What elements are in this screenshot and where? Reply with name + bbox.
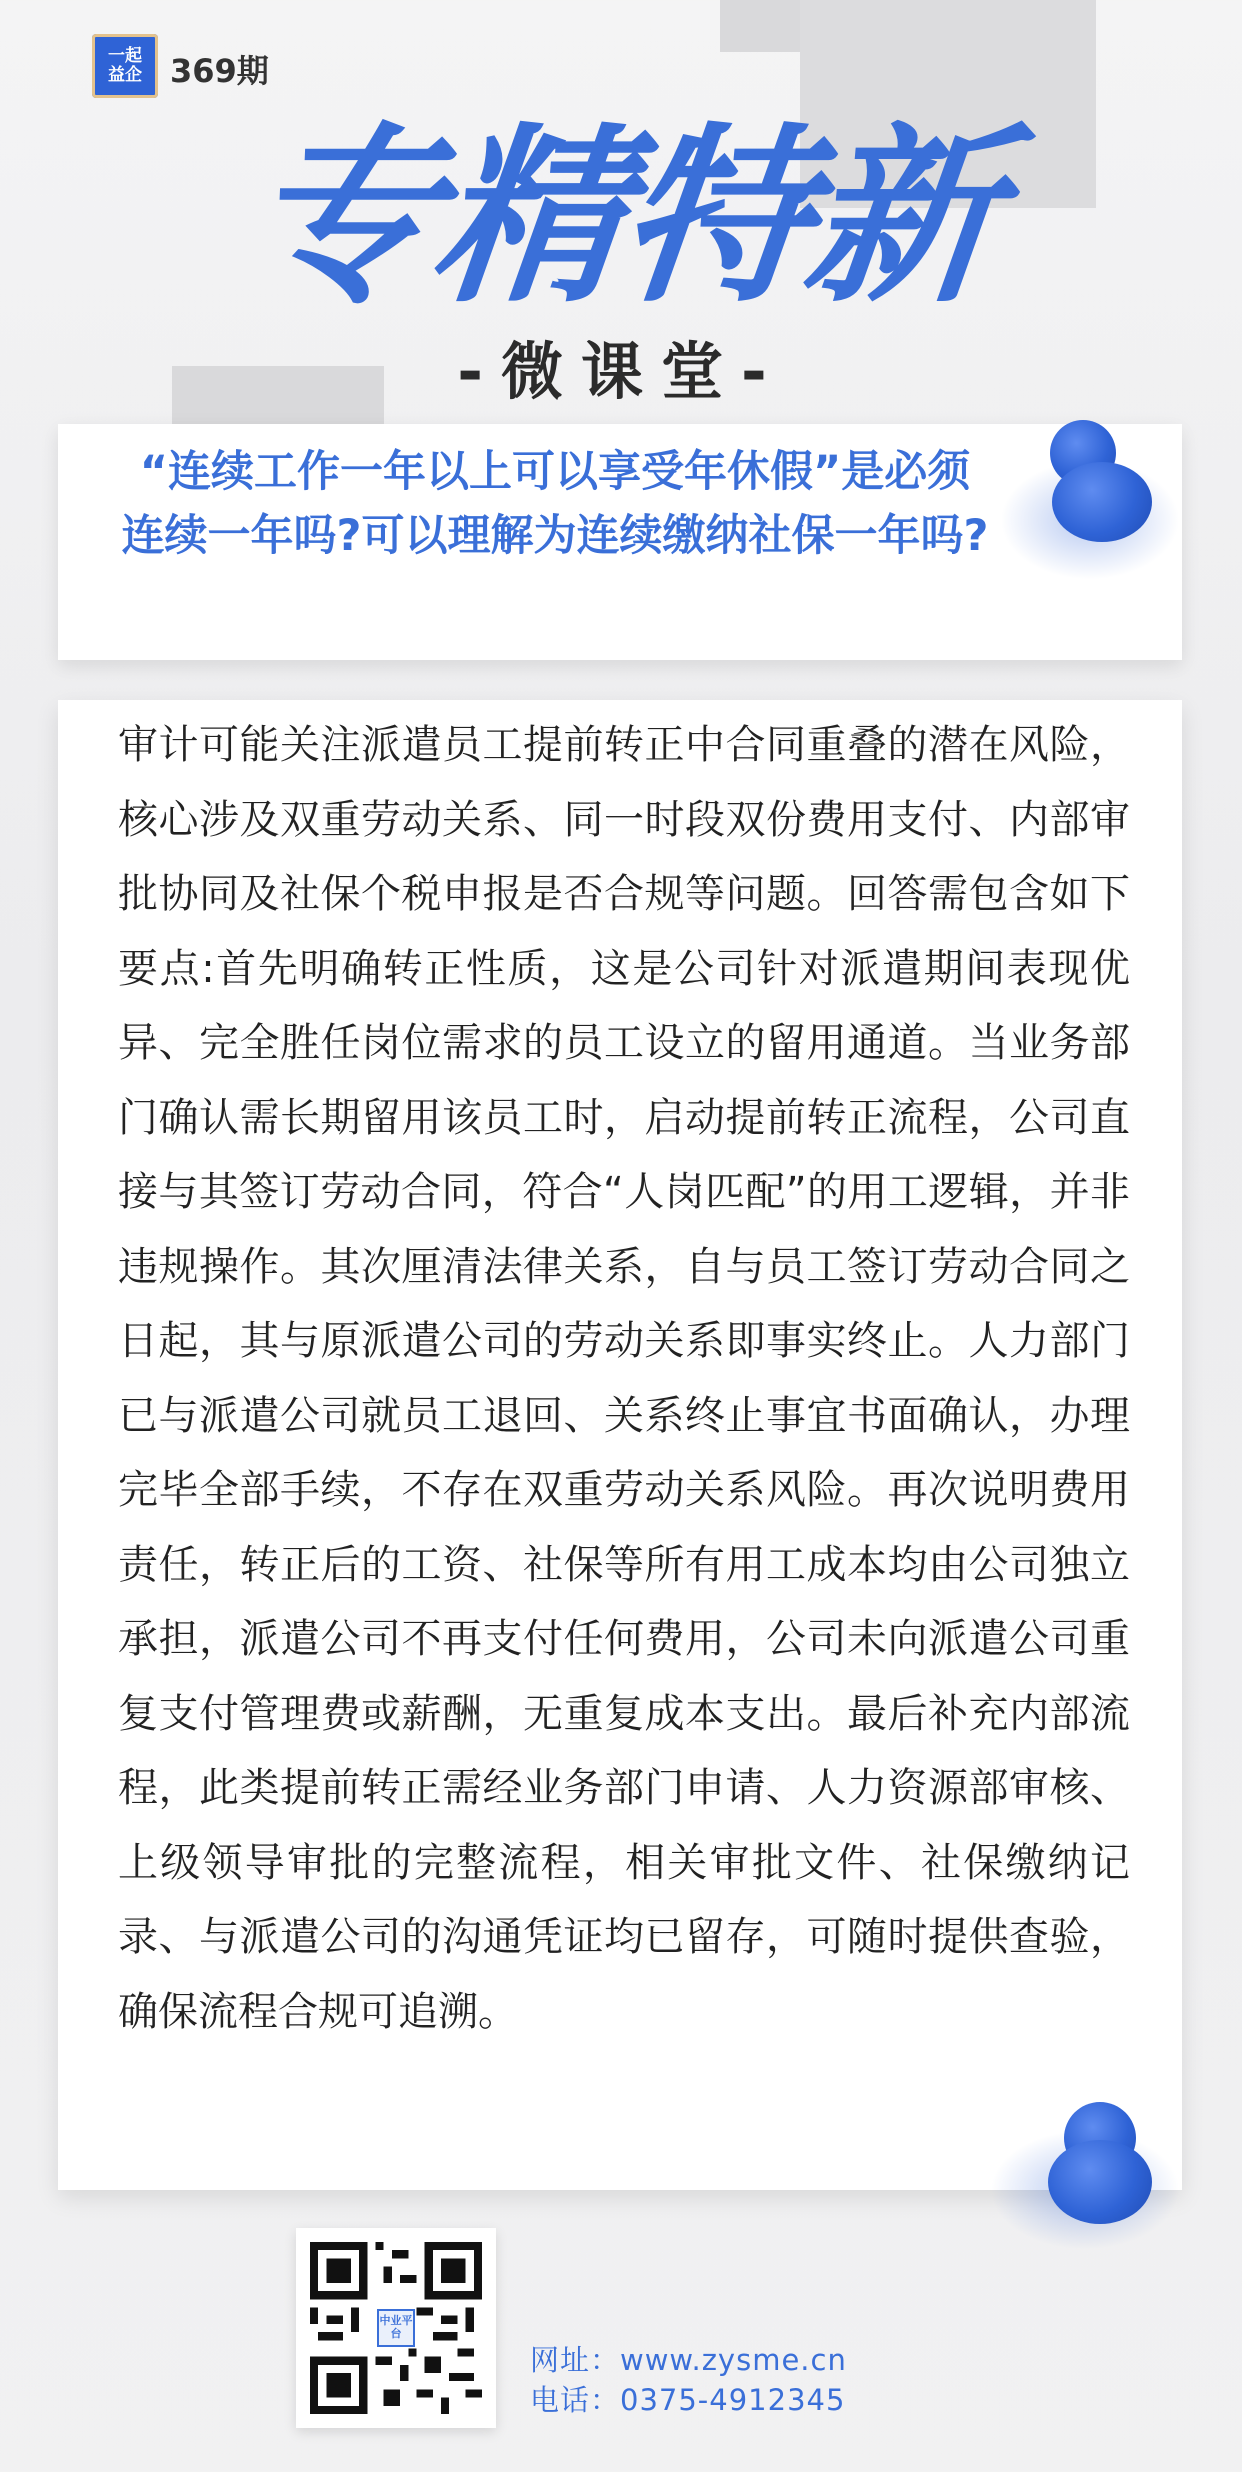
qr-label: 中业平台 bbox=[379, 2314, 413, 2340]
pushpin-icon bbox=[1048, 2140, 1152, 2224]
answer-text: 审计可能关注派遣员工提前转正中合同重叠的潜在风险，核心涉及双重劳动关系、同一时段双份费用支付、内部审批协同及社保个税申报是否合规等问题。回答需包含如下要点:首先明确转正性质，这是公司针对派遣期间表现优异、完全胜任岗位需求的员工设立的留用通道。当业务部门确认需长期留用该员工时，启动提前转正流程，公司直接与其签订劳动合同，符合“人岗匹配”的用工逻辑，并非违规操作。其次厘清法律关系，自与员工签订劳动合同之日起，其与原派遣公司的劳动关系即事实终止。人力部门已与派遣公司就员工退回、关系终止事宜书面确认，办理完毕全部手续，不存在双重劳动关系风险。再次说明费用责任，转正后的工资、社保等所有用工成本均由公司独立承担，派遣公司不再支付任何费用，公司未向派遣公司重复支付管理费或薪酬，无重复成本支出。最后补充内部流程，此类提前转正需经业务部门申请、人力资源部审核、上级领导审批的完整流程，相关审批文件、社保缴纳记录、与派遣公司的沟通凭证均已留存，可随时提供查验，确保流程合规可追溯。 bbox=[118, 722, 1130, 2035]
page-title: 专精特新 bbox=[237, 107, 1005, 328]
phone-text: 电话：0375-4912345 bbox=[530, 2383, 846, 2417]
decor-block bbox=[720, 0, 810, 52]
page-subtitle: -微课堂- bbox=[457, 335, 785, 408]
logo-text: 益企 bbox=[108, 65, 142, 85]
website-text: 网址：www.zysme.cn bbox=[530, 2343, 847, 2377]
question-text: “连续工作一年以上可以享受年休假”是必须连续一年吗?可以理解为连续缴纳社保一年吗? bbox=[121, 447, 989, 561]
qr-code bbox=[296, 2228, 496, 2428]
logo bbox=[92, 34, 158, 98]
issue-number: 369期 bbox=[170, 52, 269, 90]
logo-text: 一起 bbox=[108, 46, 142, 66]
pushpin-icon bbox=[1052, 462, 1152, 542]
